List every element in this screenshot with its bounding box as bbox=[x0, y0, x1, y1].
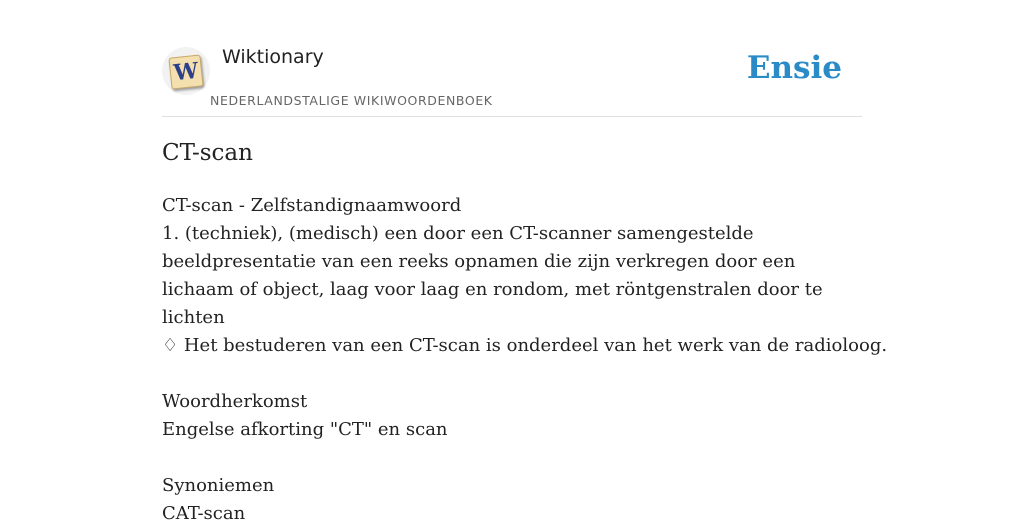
section-gap bbox=[162, 360, 862, 388]
site-header bbox=[162, 0, 862, 117]
entry-example: ♢ Het bestuderen van een CT-scan is onderdeel van het werk van de radioloog. bbox=[162, 335, 888, 356]
site-name[interactable]: Wiktionary bbox=[222, 46, 324, 68]
synonyms-text: CAT-scan bbox=[162, 503, 246, 524]
site-subtitle: NEDERLANDSTALIGE WIKIWOORDENBOEK bbox=[210, 93, 493, 108]
etymology-text: Engelse afkorting "CT" en scan bbox=[162, 419, 448, 440]
ensie-brand-logo[interactable]: Ensie bbox=[746, 50, 842, 86]
synonyms-heading: Synoniemen bbox=[162, 475, 275, 496]
page-title: CT-scan bbox=[162, 140, 253, 166]
section-gap bbox=[162, 444, 862, 472]
logo-tile: W bbox=[168, 54, 203, 89]
entry-content bbox=[162, 192, 888, 528]
wiktionary-logo-icon[interactable] bbox=[162, 47, 210, 95]
etymology-heading: Woordherkomst bbox=[162, 391, 308, 412]
entry-definition: 1. (techniek), (medisch) een door een CT-scanner samengestelde beeldpresentatie van een reeks opnamen die zijn verkregen door een lichaam of object, laag voor laag en rondom, met röntgenstralen door te lichten bbox=[162, 223, 823, 328]
entry-heading: CT-scan - Zelfstandignaamwoord bbox=[162, 195, 462, 216]
